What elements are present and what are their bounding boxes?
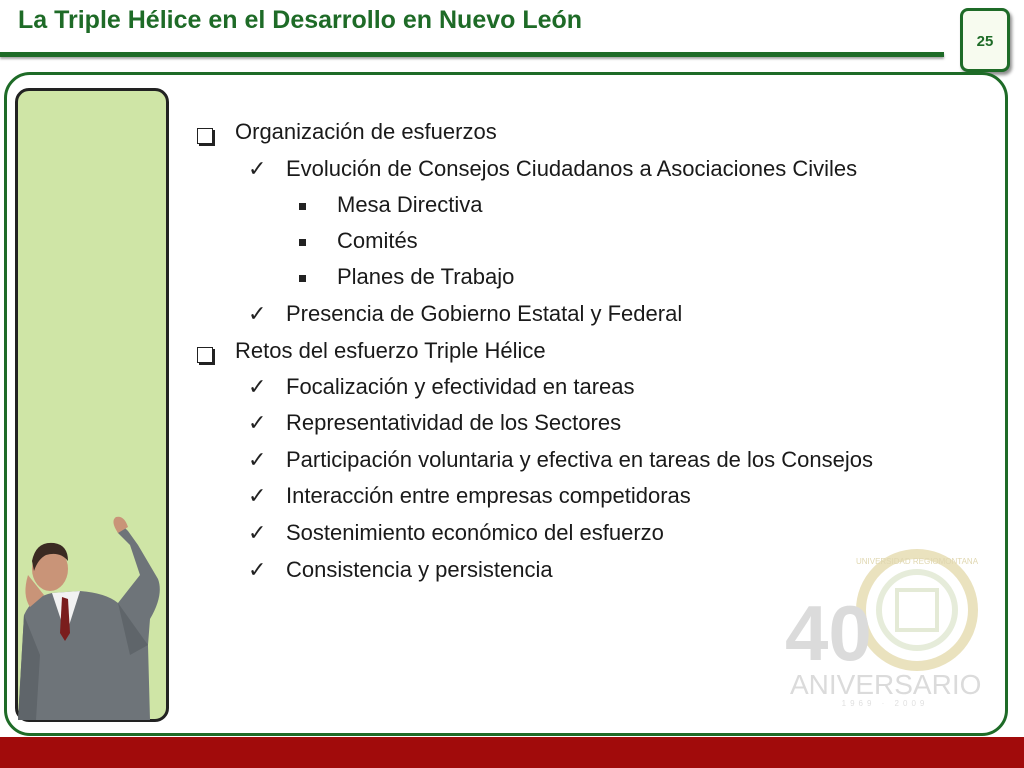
page-number-badge xyxy=(960,8,1010,72)
anniversary-watermark xyxy=(785,548,1000,708)
list-item-text: Interacción entre empresas competidoras xyxy=(286,483,691,508)
checkmark-icon: ✓ xyxy=(248,301,267,326)
checkbox-icon xyxy=(197,118,217,146)
checkmark-icon: ✓ xyxy=(248,374,267,399)
slide-title: La Triple Hélice en el Desarrollo en Nuevo León xyxy=(18,6,583,34)
businessman-illustration xyxy=(10,515,170,720)
list-item-text: Comités xyxy=(337,228,418,253)
seal-text: UNIVERSIDAD REGIOMONTANA xyxy=(855,557,979,566)
checkbox-icon xyxy=(197,337,217,365)
list-item-text: Participación voluntaria y efectiva en tareas de los Consejos xyxy=(286,447,873,472)
anniversary-number: 40 xyxy=(785,589,872,677)
list-item-text: Representatividad de los Sectores xyxy=(286,410,622,435)
list-item-text: Mesa Directiva xyxy=(337,192,483,217)
checkmark-icon: ✓ xyxy=(248,156,267,181)
list-item-text: Planes de Trabajo xyxy=(337,264,515,289)
checkmark-icon: ✓ xyxy=(248,483,267,508)
square-bullet-icon xyxy=(299,263,306,291)
anniversary-years: 1969 · 2009 xyxy=(841,699,929,708)
list-item-text: Evolución de Consejos Ciudadanos a Asociaciones Civiles xyxy=(286,156,858,181)
list-item-text: Organización de esfuerzos xyxy=(235,119,497,144)
checkmark-icon: ✓ xyxy=(248,447,267,472)
list-item-text: Sostenimiento económico del esfuerzo xyxy=(286,520,664,545)
footer-bar xyxy=(0,737,1024,768)
square-bullet-icon xyxy=(299,227,306,255)
square-bullet-icon xyxy=(299,191,306,219)
checkmark-icon: ✓ xyxy=(248,410,267,435)
list-item-text: Consistencia y persistencia xyxy=(286,557,553,582)
list-item-text: Focalización y efectividad en tareas xyxy=(286,374,635,399)
list-item-text: Retos del esfuerzo Triple Hélice xyxy=(235,338,546,363)
anniversary-word: ANIVERSARIO xyxy=(790,669,982,700)
title-underline xyxy=(0,52,944,57)
list-item-text: Presencia de Gobierno Estatal y Federal xyxy=(286,301,683,326)
checkmark-icon: ✓ xyxy=(248,520,267,545)
checkmark-icon: ✓ xyxy=(248,557,267,582)
page-number: 25 xyxy=(976,33,994,50)
